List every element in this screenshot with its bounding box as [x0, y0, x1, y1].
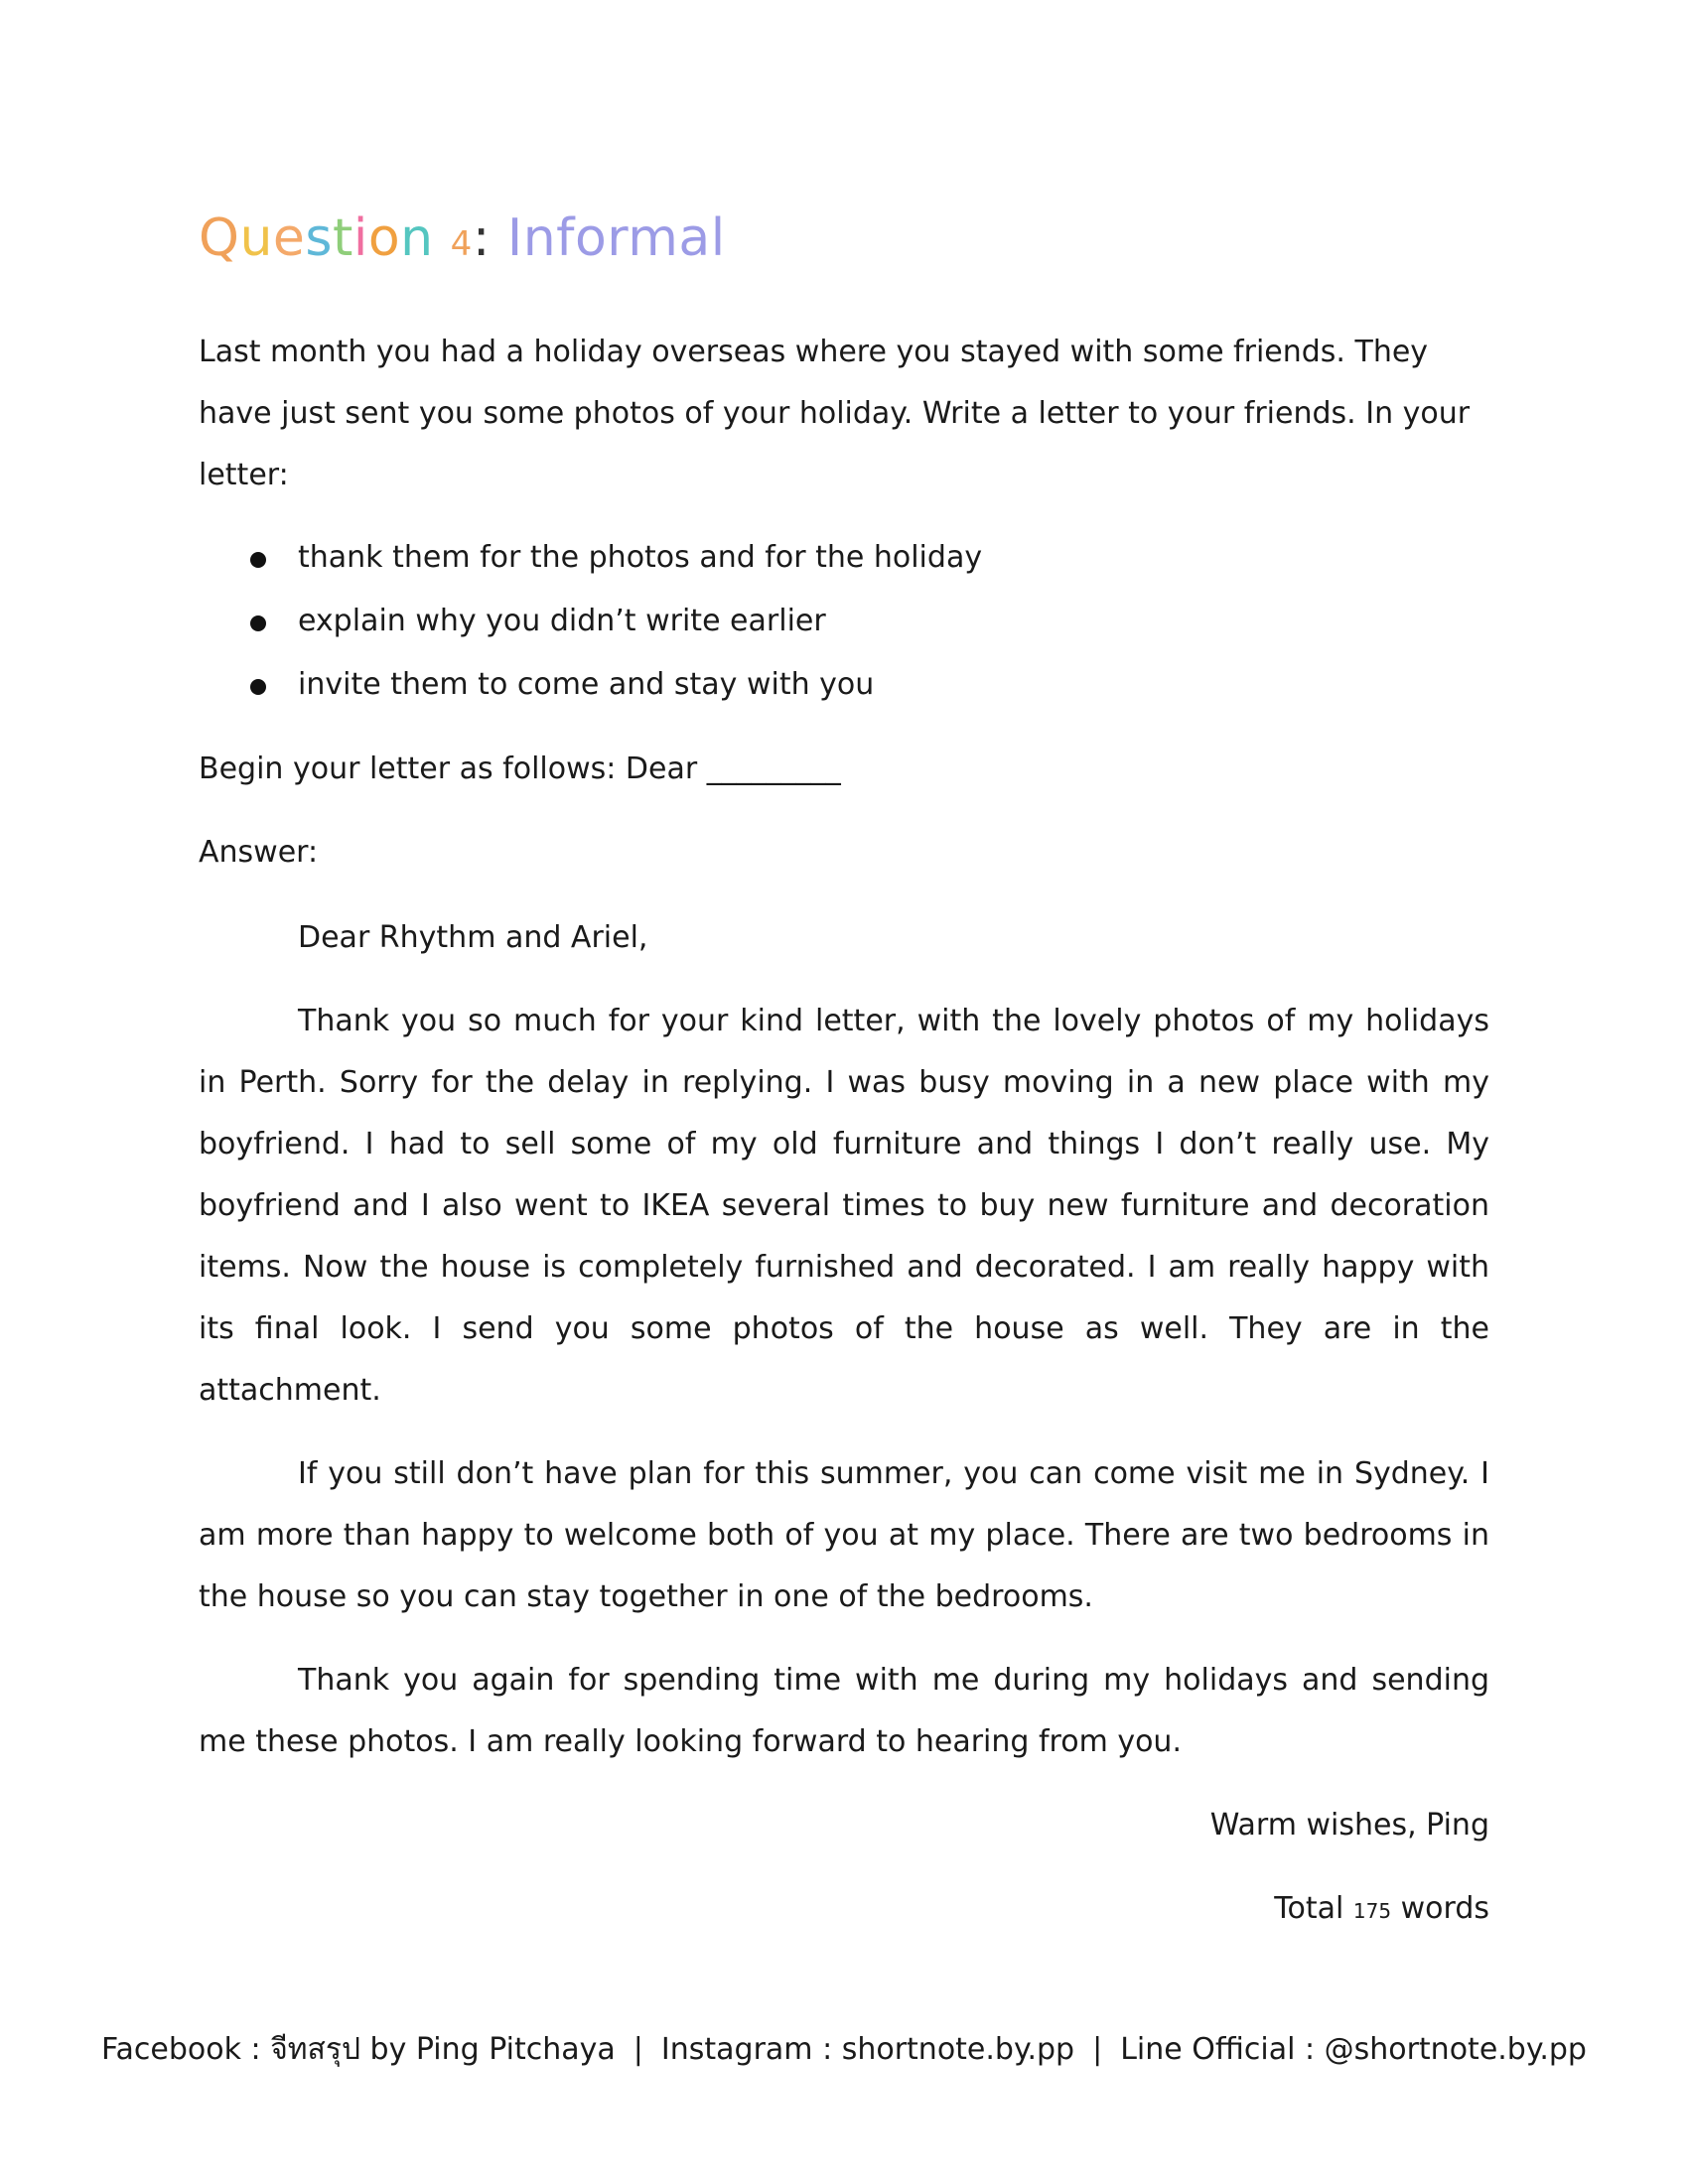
- task-bullet: [199, 526, 1489, 590]
- question-letter: o: [367, 208, 401, 268]
- task-bullet: [199, 590, 1489, 653]
- question-letter: s: [305, 208, 333, 268]
- footer-separator: |: [633, 2032, 643, 2067]
- question-type: Informal: [506, 208, 726, 268]
- task-bullet-text: invite them to come and stay with you: [298, 667, 875, 702]
- title-colon: :: [472, 208, 491, 268]
- question-letter: u: [239, 208, 273, 268]
- bullet-icon: [250, 552, 266, 568]
- letter-paragraph: If you still don’t have plan for this summer, you can come visit me in Sydney. I am more than happy to welcome both of you at my place. There are two bedrooms in the house so you can stay together in one of the bedrooms.: [199, 1456, 1489, 1614]
- question-letter: e: [272, 208, 306, 268]
- question-word: [199, 208, 451, 268]
- question-letter: i: [352, 208, 368, 268]
- task-bullet: [199, 653, 1489, 717]
- letter-paragraph: Thank you again for spending time with me during my holidays and sending me these photos. I am really looking forward to hearing from you.: [199, 1663, 1489, 1759]
- bullet-icon: [250, 615, 266, 631]
- question-letter: t: [333, 208, 353, 268]
- letter-greeting: Dear Rhythm and Ariel,: [298, 920, 648, 955]
- answer-label: Answer:: [199, 835, 319, 870]
- page-title: [199, 199, 1489, 284]
- task-bullet-text: explain why you didn’t write earlier: [298, 604, 826, 638]
- footer-separator: |: [1092, 2032, 1103, 2067]
- word-count-number: 175: [1352, 1899, 1392, 1923]
- footer-instagram: Instagram : shortnote.by.pp: [660, 2032, 1075, 2067]
- question-letter: Q: [199, 208, 240, 268]
- page-footer: [0, 2025, 1688, 2075]
- footer-facebook: Facebook : จีทสรุป by Ping Pitchaya: [101, 2032, 616, 2067]
- question-letter: n: [400, 208, 434, 268]
- footer-line-official: Line Official : @shortnote.by.pp: [1120, 2032, 1587, 2067]
- word-count: [199, 1878, 1489, 1942]
- task-prompt: Last month you had a holiday overseas where you stayed with some friends. They have just sent you some photos of your holiday. Write a letter to your friends. In your letter:: [199, 335, 1471, 492]
- letter-signoff: Warm wishes, Ping: [1209, 1808, 1489, 1843]
- task-bullet-list: [199, 526, 1489, 717]
- task-bullet-text: thank them for the photos and for the holiday: [298, 540, 983, 575]
- word-count-suffix: words: [1400, 1891, 1489, 1926]
- bullet-icon: [250, 679, 266, 695]
- letter-paragraph: Thank you so much for your kind letter, with the lovely photos of my holidays in Perth. Sorry for the delay in replying. I was busy moving in a new place with my boyfriend. I had to sell some of my old furniture and things I don’t really use. My boyfriend and I also went to IKEA several times to buy new furniture and decoration items. Now the house is completely furnished and decorated. I am really happy with its final look. I send you some photos of the house as well. They are in the attachment.: [199, 1004, 1489, 1408]
- begin-instruction: Begin your letter as follows: Dear _________: [199, 751, 841, 786]
- document-page: [199, 199, 1489, 1942]
- question-number: 4: [450, 224, 473, 264]
- word-count-prefix: Total: [1274, 1891, 1344, 1926]
